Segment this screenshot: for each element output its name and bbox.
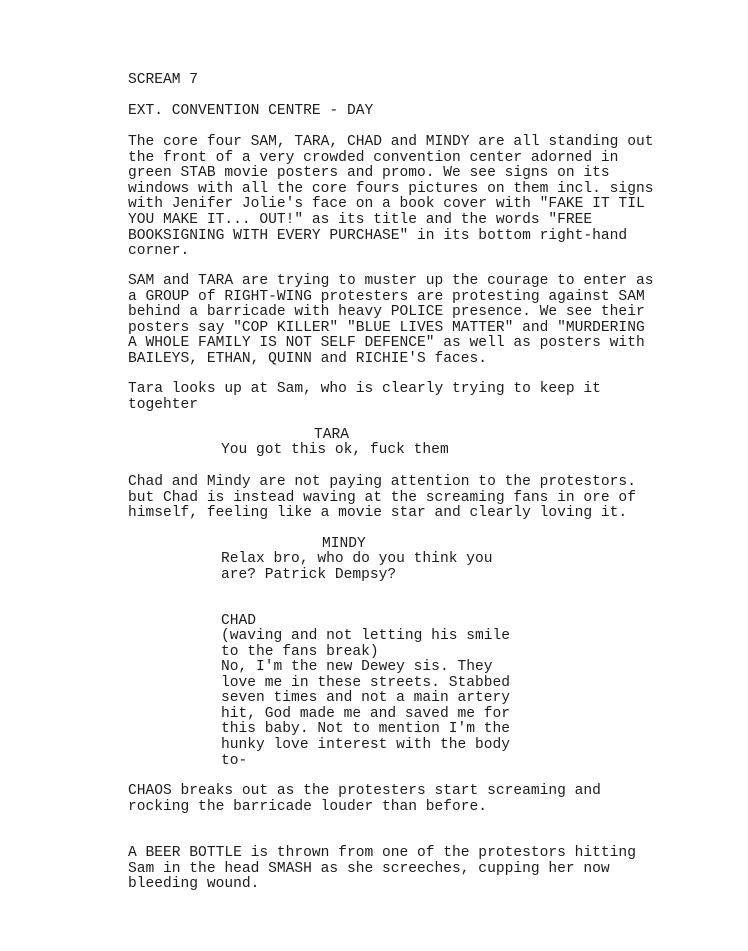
action-paragraph-4: Chad and Mindy are not paying attention to the protestors. but Chad is instead waving at the screaming fans in ore of himself, feeling like a movie star and clearly loving it.	[128, 474, 636, 522]
script-title: SCREAM 7	[128, 72, 199, 88]
character-name-tara: TARA	[314, 427, 350, 443]
action-paragraph-2: SAM and TARA are trying to muster up the courage to enter as a GROUP of RIGHT-WING protesters are protesting against SAM behind a barricade with heavy POLICE presence. We see their posters say "COP KILLER" "BLUE LIVES MATTER" and "MURDERING A WHOLE FAMILY IS NOT SELF DEFENCE" as well as posters with BAILEYS, ETHAN, QUINN and RICHIE'S faces.	[128, 273, 654, 367]
dialogue-mindy: Relax bro, who do you think you are? Patrick Dempsy?	[221, 551, 493, 583]
action-paragraph-3: Tara looks up at Sam, who is clearly trying to keep it togehter	[128, 381, 601, 413]
character-name-mindy: MINDY	[322, 536, 366, 552]
parenthetical-chad: (waving and not letting his smile to the fans break)	[221, 628, 511, 660]
scene-heading: EXT. CONVENTION CENTRE - DAY	[128, 103, 374, 119]
action-paragraph-6: A BEER BOTTLE is thrown from one of the protestors hitting Sam in the head SMASH as she screeches, cupping her now bleeding wound.	[128, 845, 636, 893]
dialogue-chad: No, I'm the new Dewey sis. They love me in these streets. Stabbed seven times and not a main artery hit, God made me and saved me for this baby. Not to mention I'm the hunky love interest with the body to-	[221, 659, 511, 769]
action-paragraph-1: The core four SAM, TARA, CHAD and MINDY are all standing out the front of a very crowded convention center adorned in green STAB movie posters and promo. We see signs on its windows with all the core fours pictures on them incl. signs with Jenifer Jolie's face on a book cover with "FAKE IT TIL YOU MAKE IT... OUT!" as its title and the words "FREE BOOKSIGNING WITH EVERY PURCHASE" in its bottom right-hand corner.	[128, 134, 654, 260]
dialogue-tara: You got this ok, fuck them	[221, 442, 449, 458]
character-name-chad: CHAD	[221, 613, 257, 629]
action-paragraph-5: CHAOS breaks out as the protesters start screaming and rocking the barricade louder than before.	[128, 783, 601, 815]
